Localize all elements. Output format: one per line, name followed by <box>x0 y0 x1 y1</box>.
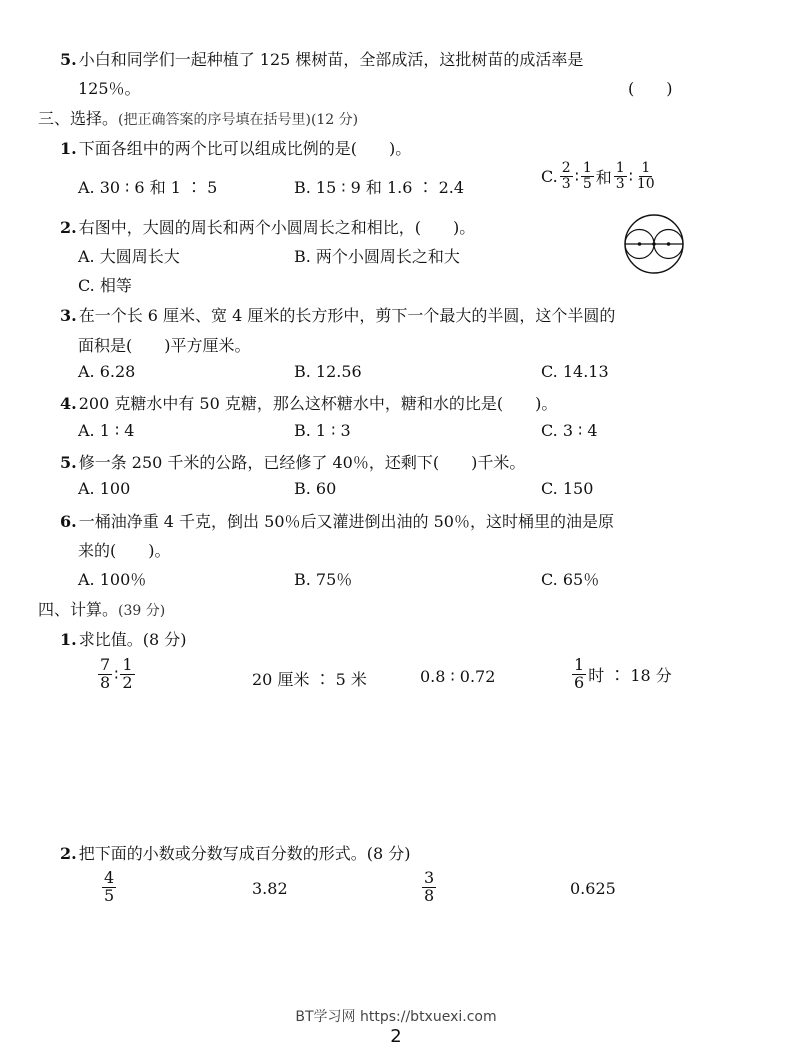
question-text-line1: 小白和同学们一起种植了 125 棵树苗，全部成活，这批树苗的成活率是 <box>78 50 584 69</box>
center-dot-right <box>667 242 671 246</box>
q3-option-c: C. 14.13 <box>541 362 609 381</box>
q1-option-a: A. 30 ∶ 6 和 1 ∶ 5 <box>78 178 218 197</box>
q4-option-b: B. 1 ∶ 3 <box>294 421 351 440</box>
q6-option-a: A. 100％ <box>78 570 147 589</box>
convert-item-1 <box>100 870 118 905</box>
q5-option-a: A. 100 <box>78 479 131 498</box>
calc-question-1 <box>60 627 186 650</box>
ratio-expression-3: 0.8 ∶ 0.72 <box>420 667 496 686</box>
fraction: $\frac{1}{10}$ <box>636 160 655 192</box>
question-text-line1: 在一个长 6 厘米、宽 4 厘米的长方形中，剪下一个最大的半圆，这个半圆的 <box>78 306 616 325</box>
question-number: 2. <box>60 844 77 863</box>
question-number: 4. <box>60 394 77 413</box>
q3-option-a: A. 6.28 <box>78 362 136 381</box>
q3-option-b: B. 12.56 <box>294 362 362 381</box>
fraction: $\frac{3}{8}$ <box>424 868 435 905</box>
choice-question-5 <box>60 450 525 473</box>
section-title: 四、计算。 <box>38 600 119 619</box>
q5-option-c: C. 150 <box>541 479 594 498</box>
circles-figure <box>622 212 686 276</box>
ratio-expression-2: 20 厘米 ∶ 5 米 <box>252 670 367 689</box>
ratio-expression-4 <box>570 657 672 692</box>
question-text: 求比值。(8 分) <box>78 630 187 649</box>
page-number: 2 <box>390 1026 402 1047</box>
question-number: 5. <box>60 50 77 69</box>
question-text: 修一条 250 千米的公路，已经修了 40％，还剩下( )千米。 <box>78 453 526 472</box>
q1-option-b: B. 15 ∶ 9 和 1.6 ∶ 2.4 <box>294 178 465 197</box>
question-text: 200 克糖水中有 50 克糖，那么这杯糖水中，糖和水的比是( )。 <box>78 394 558 413</box>
section-3-heading <box>38 106 358 129</box>
ratio-colon: ∶ <box>574 166 579 186</box>
fraction: $\frac{7}{8}$ <box>100 655 111 692</box>
choice-question-6 <box>60 509 614 532</box>
choice-question-1 <box>60 136 411 159</box>
section-note: (39 分) <box>118 603 166 619</box>
center-dot-left <box>638 242 642 246</box>
answer-parentheses: ( ) <box>628 79 673 98</box>
ratio-colon: ∶ <box>114 664 119 684</box>
q6-line2: 来的( )。 <box>78 541 171 560</box>
q2-option-b: B. 两个小圆周长之和大 <box>294 247 460 266</box>
question-number: 1. <box>60 139 77 158</box>
calc-question-2 <box>60 841 410 864</box>
section-note: (把正确答案的序号填在括号里)(12 分) <box>118 112 359 128</box>
footer-watermark: BT学习网 https://btxuexi.com <box>295 1009 497 1025</box>
q3-line2: 面积是( )平方厘米。 <box>78 336 251 355</box>
choice-question-2 <box>60 215 475 238</box>
section-title: 三、选择。 <box>38 109 119 128</box>
question-text: 下面各组中的两个比可以组成比例的是( )。 <box>78 139 412 158</box>
fraction: $\frac{1}{2}$ <box>122 655 133 692</box>
expression-rest: 时 ∶ 18 分 <box>588 665 672 685</box>
convert-item-2: 3.82 <box>252 879 288 898</box>
fraction: $\frac{1}{5}$ <box>582 160 592 192</box>
fraction: $\frac{1}{6}$ <box>574 655 585 692</box>
and-word: 和 <box>595 167 612 187</box>
question-number: 6. <box>60 512 77 531</box>
tf-question-5-line2: 125％。 <box>78 79 141 98</box>
convert-item-4: 0.625 <box>570 879 616 898</box>
q5-option-b: B. 60 <box>294 479 337 498</box>
question-text: 把下面的小数或分数写成百分数的形式。(8 分) <box>78 844 411 863</box>
question-number: 5. <box>60 453 77 472</box>
question-number: 1. <box>60 630 77 649</box>
question-text-line1: 一桶油净重 4 千克，倒出 50％后又灌进倒出油的 50％，这时桶里的油是原 <box>78 512 614 531</box>
q1-option-c <box>541 161 659 191</box>
q6-option-c: C. 65％ <box>541 570 600 589</box>
section-4-heading <box>38 597 165 620</box>
tf-question-5 <box>60 47 583 70</box>
question-number: 2. <box>60 218 77 237</box>
question-text: 右图中，大圆的周长和两个小圆周长之和相比，( )。 <box>78 218 476 237</box>
choice-question-3 <box>60 303 615 326</box>
q2-option-a: A. 大圆周长大 <box>78 247 180 266</box>
center-dot-middle <box>652 242 656 246</box>
option-letter: C. <box>541 166 558 186</box>
fraction: $\frac{2}{3}$ <box>561 160 571 192</box>
ratio-expression-1 <box>96 657 137 692</box>
q4-option-c: C. 3 ∶ 4 <box>541 421 598 440</box>
choice-question-4 <box>60 391 557 414</box>
fraction: $\frac{1}{3}$ <box>615 160 625 192</box>
convert-item-3 <box>420 870 438 905</box>
question-number: 3. <box>60 306 77 325</box>
q4-option-a: A. 1 ∶ 4 <box>78 421 135 440</box>
q2-option-c: C. 相等 <box>78 276 132 295</box>
ratio-colon: ∶ <box>628 166 633 186</box>
fraction: $\frac{4}{5}$ <box>104 868 115 905</box>
q6-option-b: B. 75％ <box>294 570 353 589</box>
